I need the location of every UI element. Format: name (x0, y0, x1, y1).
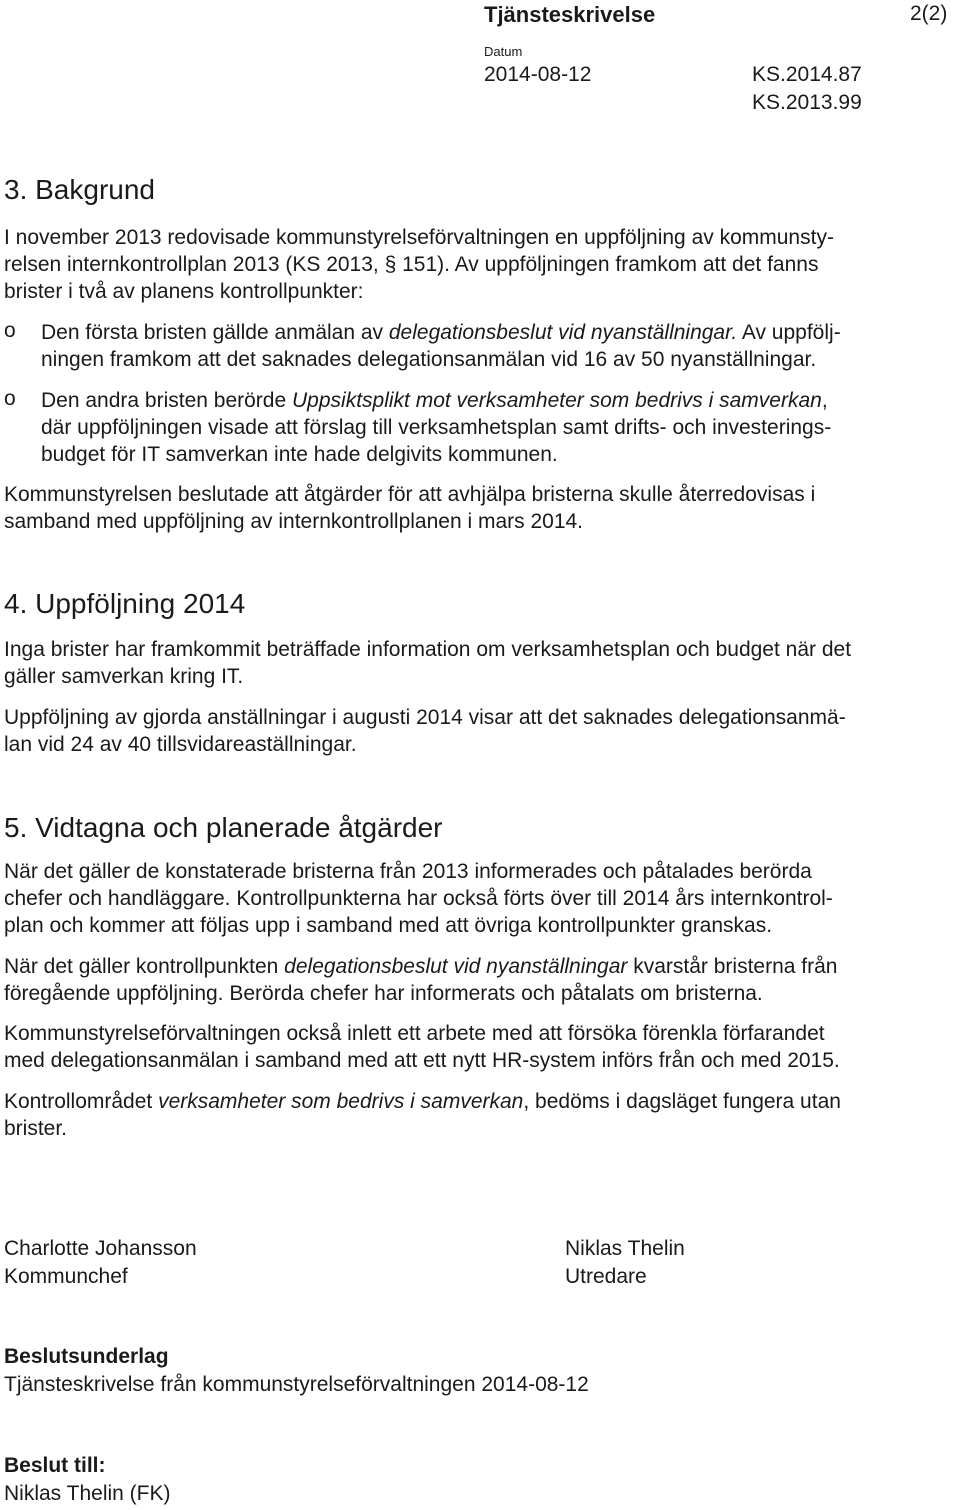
section-heading: 3. Bakgrund (4, 174, 155, 205)
signer-title: Kommunchef (4, 1265, 128, 1288)
bullet-marker: o (4, 387, 16, 410)
paragraph: Uppföljning av gjorda anställningar i augusti 2014 visar att det saknades delegationsanmä- lan vid 24 av 40 tillsvidareaställningar. (4, 706, 846, 757)
document-title: Tjänsteskrivelse (484, 2, 656, 27)
signature-block (565, 1235, 685, 1291)
reference-number: KS.2013.99 (752, 91, 862, 114)
signer-name: Charlotte Johansson (4, 1237, 197, 1260)
reference-number: KS.2014.87 (752, 63, 862, 86)
signer-title: Utredare (565, 1265, 647, 1288)
decision-recipient (4, 1452, 170, 1508)
paragraph: När det gäller de konstaterade bristerna från 2013 informerades och påtalades berörda chefer och handläggare. Kontrollpunkterna har också förts över till 2014 års internkontrol- plan och kommer att följas upp i samband med att övriga kontrollpunkter granskas. (4, 860, 833, 938)
signer-name: Niklas Thelin (565, 1237, 685, 1260)
section-heading: 4. Uppföljning 2014 (4, 588, 246, 619)
page-number: 2(2) (910, 2, 948, 25)
paragraph: Kontrollområdet verksamheter som bedrivs i samverkan, bedöms i dagsläget fungera utan brister. (4, 1090, 841, 1141)
bullet-marker: o (4, 319, 16, 342)
decision-basis-label: Beslutsunderlag (4, 1345, 169, 1368)
signature-block (4, 1235, 197, 1291)
bullet-item: Den första bristen gällde anmälan av delegationsbeslut vid nyanställningar. Av uppfölj- ningen framkom att det saknades delegationsanmälan vid 16 av 50 nyanställningar. (41, 321, 841, 372)
paragraph: I november 2013 redovisade kommunstyrelseförvaltningen en uppföljning av kommunsty- relsen internkontrollplan 2013 (KS 2013, § 151). Av uppföljningen framkom att det fanns brister i två av planens kontrollpunkter: (4, 226, 834, 304)
decision-recipient-label: Beslut till: (4, 1454, 106, 1477)
bullet-item: Den andra bristen berörde Uppsiktsplikt mot verksamheter som bedrivs i samverkan, där uppföljningen visade att förslag till verksamhetsplan samt drifts- och investerings- budget för IT samverkan inte hade delgivits kommunen. (41, 389, 832, 467)
section-heading: 5. Vidtagna och planerade åtgärder (4, 812, 443, 843)
document-date: 2014-08-12 (484, 63, 592, 86)
paragraph: Kommunstyrelsen beslutade att åtgärder för att avhjälpa bristerna skulle återredovisas i samband med uppföljning av internkontrollplanen i mars 2014. (4, 483, 816, 534)
decision-basis (4, 1343, 589, 1399)
paragraph: Kommunstyrelseförvaltningen också inlett ett arbete med att försöka förenkla förfarandet med delegationsanmälan i samband med att ett nytt HR-system införs från och med 2015. (4, 1022, 840, 1073)
paragraph: När det gäller kontrollpunkten delegationsbeslut vid nyanställningar kvarstår bristerna från föregående uppföljning. Berörda chefer har informerats och påtalats om bristerna. (4, 955, 838, 1006)
decision-basis-text: Tjänsteskrivelse från kommunstyrelseförvaltningen 2014-08-12 (4, 1373, 589, 1396)
date-label: Datum (484, 44, 523, 59)
paragraph: Inga brister har framkommit beträffade information om verksamhetsplan och budget när det gäller samverkan kring IT. (4, 638, 852, 689)
decision-recipient-text: Niklas Thelin (FK) (4, 1482, 171, 1505)
